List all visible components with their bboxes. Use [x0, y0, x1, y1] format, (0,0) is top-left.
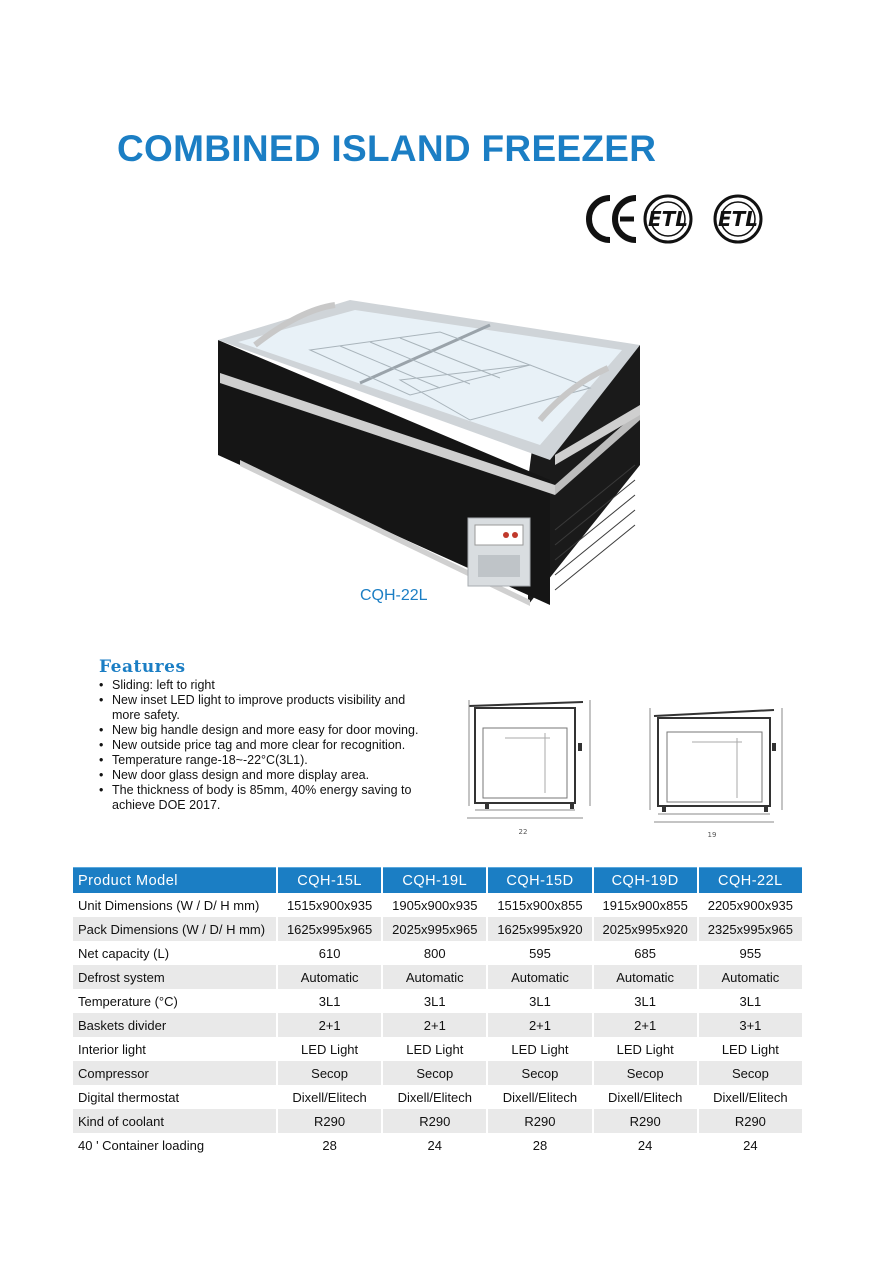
table-cell: 955 — [699, 941, 802, 965]
table-cell: 2205x900x935 — [699, 893, 802, 917]
table-cell: Dixell/Elitech — [488, 1085, 591, 1109]
features-list — [99, 678, 429, 813]
row-label: Kind of coolant — [73, 1109, 276, 1133]
row-label: Digital thermostat — [73, 1085, 276, 1109]
technical-drawing-22 — [445, 688, 605, 838]
row-label: Unit Dimensions (W / D/ H mm) — [73, 893, 276, 917]
table-cell: 685 — [594, 941, 697, 965]
page-title: COMBINED ISLAND FREEZER — [117, 128, 657, 169]
etl-listed-icon — [645, 196, 691, 242]
table-cell: 800 — [383, 941, 486, 965]
table-cell: 28 — [488, 1133, 591, 1157]
table-cell: 3L1 — [699, 989, 802, 1013]
table-cell: LED Light — [594, 1037, 697, 1061]
table-row — [73, 1133, 802, 1157]
table-body — [73, 893, 802, 1157]
row-label: 40 ' Container loading — [73, 1133, 276, 1157]
table-header: CQH-19D — [594, 867, 697, 893]
table-cell: 24 — [383, 1133, 486, 1157]
table-cell: 1625x995x920 — [488, 917, 591, 941]
table-cell: 2+1 — [594, 1013, 697, 1037]
table-cell: R290 — [383, 1109, 486, 1133]
table-cell: 1515x900x935 — [278, 893, 381, 917]
table-cell: 3L1 — [488, 989, 591, 1013]
table-header-row — [73, 867, 802, 893]
table-cell: Automatic — [488, 965, 591, 989]
table-cell: 610 — [278, 941, 381, 965]
feature-item: • New door glass design and more display area. — [99, 768, 429, 783]
table-cell: 1515x900x855 — [488, 893, 591, 917]
table-row — [73, 1013, 802, 1037]
table-cell: 24 — [594, 1133, 697, 1157]
feature-item: • New inset LED light to improve products visibility and more safety. — [99, 693, 429, 723]
table-cell: Secop — [594, 1061, 697, 1085]
row-label: Compressor — [73, 1061, 276, 1085]
row-label: Temperature (°C) — [73, 989, 276, 1013]
table-cell: LED Light — [383, 1037, 486, 1061]
table-cell: 1905x900x935 — [383, 893, 486, 917]
table-cell: Dixell/Elitech — [278, 1085, 381, 1109]
drawing-label: 19 — [707, 831, 717, 839]
certification-logos — [580, 190, 770, 250]
table-cell: Secop — [383, 1061, 486, 1085]
table-row — [73, 989, 802, 1013]
table-cell: R290 — [488, 1109, 591, 1133]
table-cell: 3L1 — [278, 989, 381, 1013]
table-cell: LED Light — [278, 1037, 381, 1061]
table-row — [73, 893, 802, 917]
table-cell: Dixell/Elitech — [699, 1085, 802, 1109]
features-title: Features — [99, 657, 186, 677]
table-row — [73, 1061, 802, 1085]
feature-item: • Temperature range-18~-22°C(3L1). — [99, 753, 429, 768]
spec-table — [71, 867, 804, 1157]
table-row — [73, 1037, 802, 1061]
row-label: Interior light — [73, 1037, 276, 1061]
table-cell: LED Light — [699, 1037, 802, 1061]
row-label: Net capacity (L) — [73, 941, 276, 965]
table-cell: Automatic — [278, 965, 381, 989]
table-cell: Dixell/Elitech — [594, 1085, 697, 1109]
feature-item: • The thickness of body is 85mm, 40% energy saving to achieve DOE 2017. — [99, 783, 429, 813]
table-row — [73, 965, 802, 989]
table-header: CQH-19L — [383, 867, 486, 893]
feature-item: • New outside price tag and more clear for recognition. — [99, 738, 429, 753]
table-cell: Automatic — [594, 965, 697, 989]
table-cell: R290 — [278, 1109, 381, 1133]
table-cell: 2+1 — [488, 1013, 591, 1037]
table-row — [73, 917, 802, 941]
product-photo — [210, 270, 650, 610]
table-cell: LED Light — [488, 1037, 591, 1061]
table-cell: 2+1 — [278, 1013, 381, 1037]
row-label: Defrost system — [73, 965, 276, 989]
table-cell: R290 — [699, 1109, 802, 1133]
table-header: CQH-15L — [278, 867, 381, 893]
table-row — [73, 941, 802, 965]
table-cell: Secop — [278, 1061, 381, 1085]
table-cell: Dixell/Elitech — [383, 1085, 486, 1109]
drawing-label: 22 — [518, 828, 528, 836]
table-cell: 2025x995x965 — [383, 917, 486, 941]
row-label: Pack Dimensions (W / D/ H mm) — [73, 917, 276, 941]
row-label: Baskets divider — [73, 1013, 276, 1037]
table-cell: Secop — [488, 1061, 591, 1085]
table-cell: Automatic — [699, 965, 802, 989]
table-cell: 2+1 — [383, 1013, 486, 1037]
product-caption: CQH-22L — [360, 587, 428, 604]
table-row — [73, 1085, 802, 1109]
feature-item: • Sliding: left to right — [99, 678, 429, 693]
table-cell: 1625x995x965 — [278, 917, 381, 941]
table-header: Product Model — [73, 867, 276, 893]
table-cell: R290 — [594, 1109, 697, 1133]
table-cell: 24 — [699, 1133, 802, 1157]
table-cell: 28 — [278, 1133, 381, 1157]
etl-sanitation-icon — [715, 196, 761, 242]
table-cell: 595 — [488, 941, 591, 965]
svg-text:ETL: ETL — [647, 207, 689, 231]
table-cell: Secop — [699, 1061, 802, 1085]
svg-text:ETL: ETL — [717, 207, 759, 231]
table-cell: 2325x995x965 — [699, 917, 802, 941]
table-cell: Automatic — [383, 965, 486, 989]
table-cell: 3L1 — [594, 989, 697, 1013]
table-cell: 3+1 — [699, 1013, 802, 1037]
table-row — [73, 1109, 802, 1133]
table-cell: 2025x995x920 — [594, 917, 697, 941]
ce-mark-icon — [589, 198, 636, 240]
table-cell: 1915x900x855 — [594, 893, 697, 917]
table-header: CQH-15D — [488, 867, 591, 893]
technical-drawing-19 — [632, 698, 792, 840]
feature-item: • New big handle design and more easy for door moving. — [99, 723, 429, 738]
table-header: CQH-22L — [699, 867, 802, 893]
table-cell: 3L1 — [383, 989, 486, 1013]
